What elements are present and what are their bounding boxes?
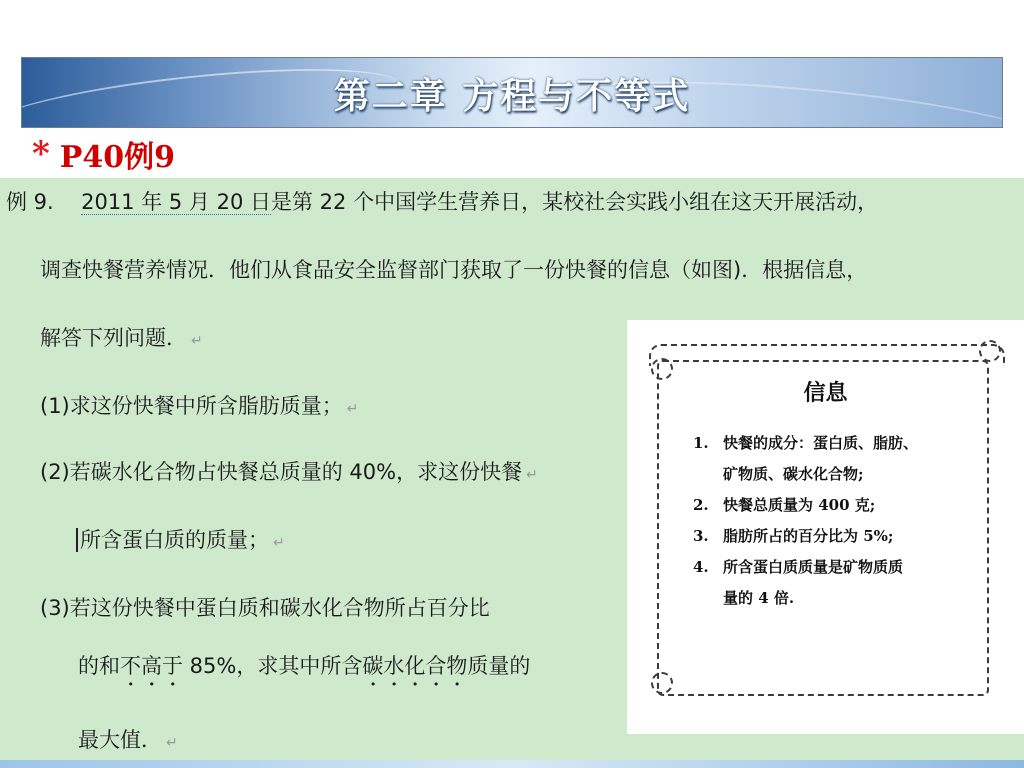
star-bullet-icon: * — [32, 134, 50, 174]
info-item — [693, 583, 918, 614]
info-item — [693, 490, 918, 521]
info-list — [693, 428, 918, 614]
info-item-text: 矿物质、碳水化合物; — [723, 465, 864, 483]
info-item-text: 所含蛋白质质量是矿物质质 — [723, 558, 904, 576]
info-scroll-figure — [627, 320, 1024, 734]
chapter-banner — [21, 57, 1003, 128]
chapter-title: 第二章 方程与不等式 — [333, 76, 691, 117]
footer-strip — [0, 760, 1024, 768]
problem-line-1 — [6, 186, 878, 216]
question-3-line-2 — [78, 650, 530, 691]
info-title: 信息 — [803, 380, 848, 406]
info-item-text: 快餐的成分：蛋白质、脂肪、 — [723, 434, 919, 452]
question-3-line-1: (3)若这份快餐中蛋白质和碳水化合物所占百分比 — [40, 596, 490, 620]
question-3-text-c: 最大值． — [78, 728, 162, 752]
example-heading-text: P40例9 — [59, 140, 175, 175]
info-item — [693, 459, 918, 490]
question-1 — [40, 390, 358, 420]
problem-line-1-rest: 是第 22 个中国学生营养日，某校社会实践小组在这天开展活动， — [271, 190, 879, 214]
scroll-curl-icon — [979, 340, 1001, 362]
info-item — [693, 521, 918, 552]
return-mark-icon: ↵ — [526, 467, 538, 483]
question-1-text: (1)求这份快餐中所含脂肪质量； — [40, 394, 343, 418]
return-mark-icon: ↵ — [166, 735, 178, 751]
question-3-text-5: 质量的 — [467, 654, 531, 678]
question-3-text-3: 85%，求其中所含 — [183, 654, 363, 678]
problem-line-2: 调查快餐营养情况．他们从食品安全监督部门获取了一份快餐的信息（如图)．根据信息， — [40, 258, 868, 282]
question-2-text-a: (2)若碳水化合物占快餐总质量的 40%，求这份快餐 — [40, 460, 523, 484]
return-mark-icon: ↵ — [273, 535, 285, 551]
info-item-number: 1. — [693, 434, 709, 452]
problem-date: 2011 年 5 月 20 日 — [81, 190, 271, 214]
info-item-number: 3. — [693, 527, 709, 545]
example-heading — [32, 132, 175, 176]
problem-label: 例 9. — [6, 190, 54, 214]
problem-line-3 — [40, 322, 203, 352]
info-item-text: 快餐总质量为 400 克; — [723, 496, 876, 514]
question-2-text-b: 所含蛋白质的质量； — [80, 528, 269, 552]
info-item-text: 脂肪所占的百分比为 5%; — [723, 527, 894, 545]
info-item-number: 4. — [693, 558, 709, 576]
return-mark-icon: ↵ — [191, 333, 203, 349]
scroll-curl-icon — [651, 672, 673, 694]
info-item — [693, 428, 918, 459]
info-item-text: 量的 4 倍. — [723, 589, 795, 607]
question-3-line-3 — [78, 724, 178, 754]
return-mark-icon: ↵ — [346, 401, 359, 417]
question-3-emphasis-1: 不高于 — [120, 654, 183, 678]
info-item-number: 2. — [693, 496, 709, 514]
info-item — [693, 552, 918, 583]
problem-line-3-text: 解答下列问题． — [40, 326, 187, 350]
question-3-text-1: 的和 — [78, 654, 120, 678]
question-2-line-2 — [76, 524, 285, 554]
question-2-line-1 — [40, 456, 538, 486]
question-3-emphasis-2: 碳水化合物 — [362, 654, 468, 678]
